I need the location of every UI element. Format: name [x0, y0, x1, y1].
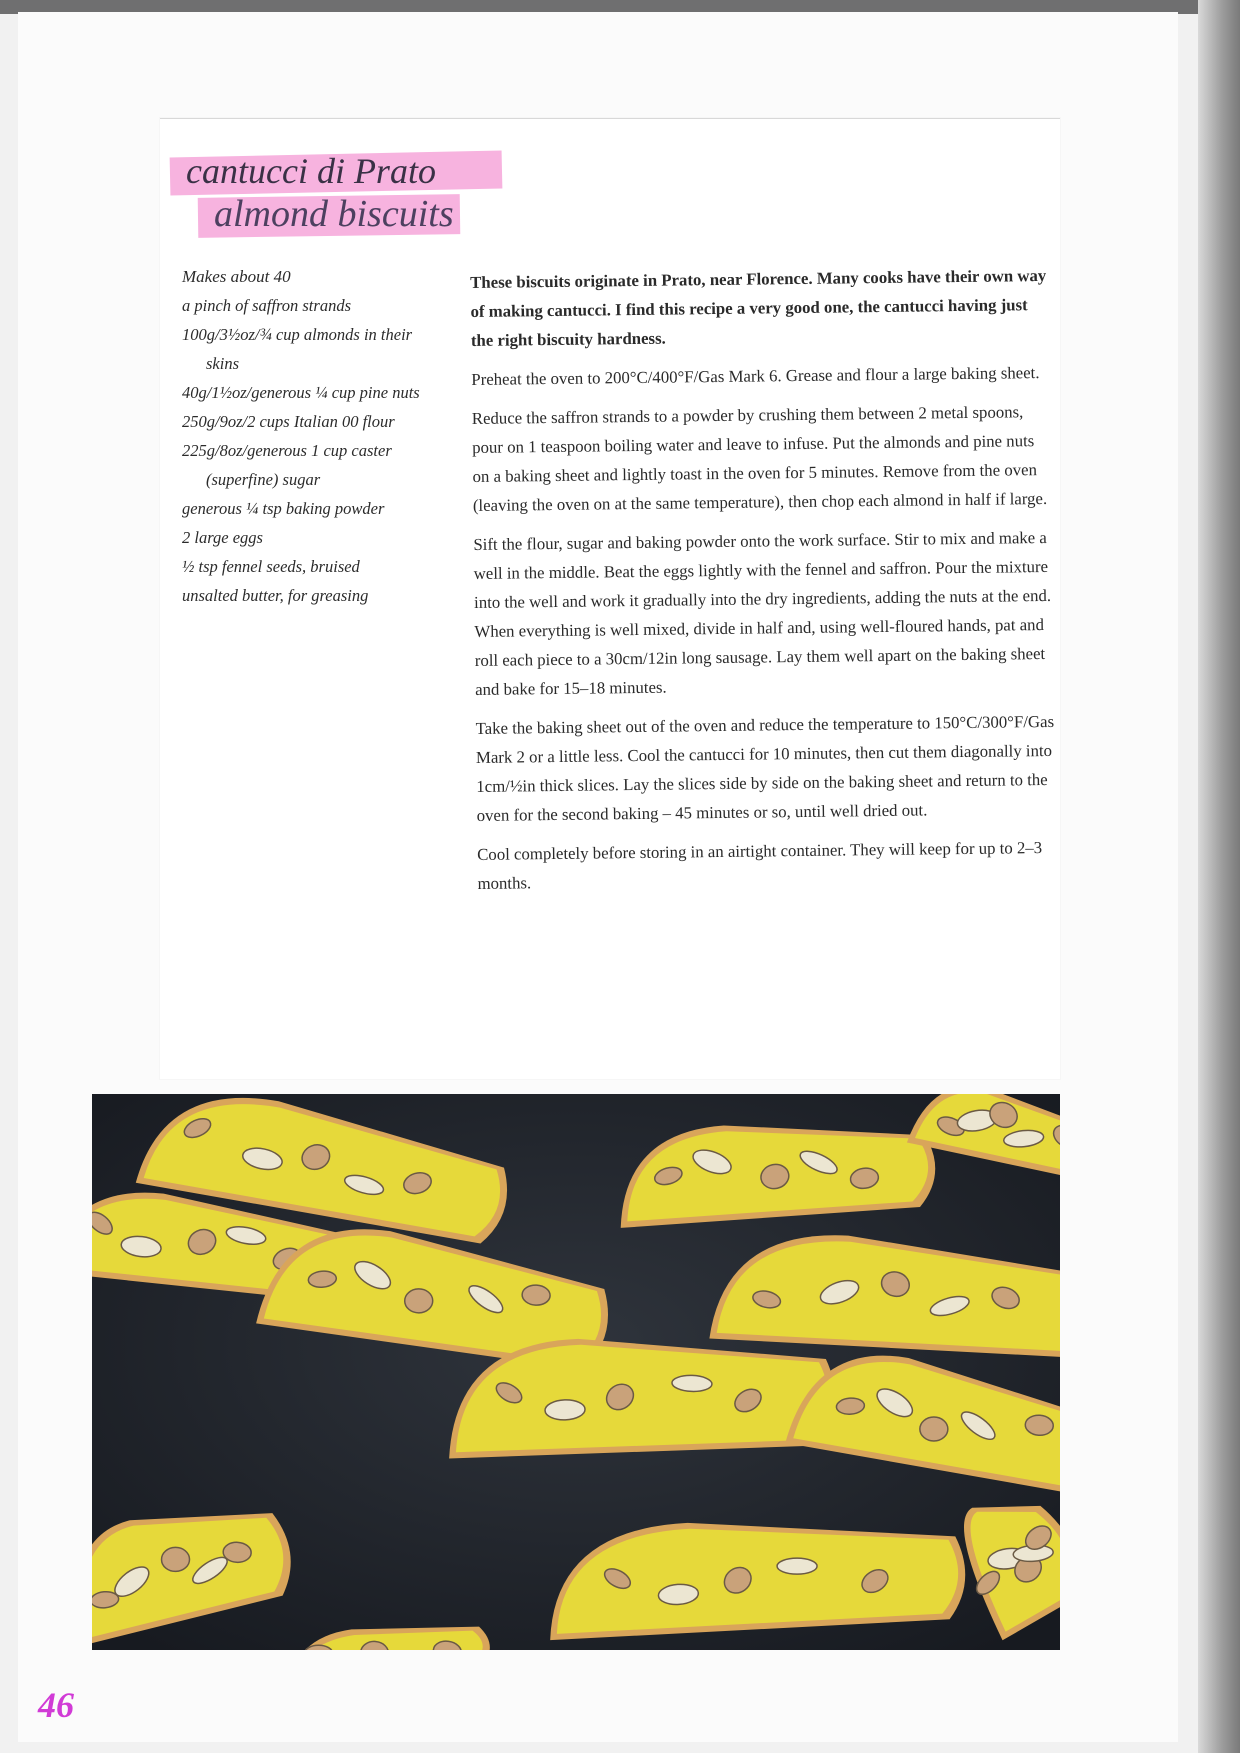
almond — [161, 1547, 189, 1571]
cantucci-photo — [92, 1094, 1060, 1650]
ingredient-line: skins — [206, 354, 239, 373]
ingredient-line: 2 large eggs — [182, 528, 263, 547]
ingredient-line: 250g/9oz/2 cups Italian 00 flour — [182, 412, 395, 431]
almond — [920, 1417, 948, 1441]
ingredient-line: ½ tsp fennel seeds, bruised — [182, 557, 360, 576]
ingredient-line: a pinch of saffron strands — [182, 296, 351, 315]
method-step: Reduce the saffron strands to a powder by crushing them between 2 metal spoons, pour on 1 teaspoon boiling water and leave to infuse. Put the almonds and pine nuts on a baking sheet and lightly toast in the oven for 5 minutes. Remove from the oven (leaving the oven on at the same temperature), then chop each almond in half if large. — [471, 402, 1048, 515]
title-english: almond biscuits — [214, 193, 454, 235]
ingredient-line: 225g/8oz/generous 1 cup caster — [182, 441, 392, 460]
method-step: Cool completely before storing in an airtight container. They will keep for up to 2–3 months. — [477, 838, 1043, 893]
ingredient-line: 40g/1½oz/generous ¼ cup pine nuts — [182, 383, 420, 402]
recipe-yield: Makes about 40 — [182, 267, 291, 286]
title-italian: cantucci di Prato — [186, 151, 436, 191]
method-step: Take the baking sheet out of the oven and reduce the temperature to 150°C/300°F/Gas Mark 2 or a little less. Cool the cantucci for 10 minutes, then cut them diagonally into 1cm/½in thick slices. Lay the slices side by side on the baking sheet and return to the oven for the second baking – 45 minutes or so, until well dried out. — [475, 711, 1055, 825]
ingredient-line: 100g/3½oz/¾ cup almonds in their — [182, 325, 413, 344]
method-step: Preheat the oven to 200°C/400°F/Gas Mark 6. Grease and flour a large baking sheet. — [471, 363, 1040, 389]
intro-paragraph: These biscuits originate in Prato, near Florence. Many cooks have their own way of making cantucci. I find this recipe a very good one, the cantucci having just the right biscuity hardness. — [470, 265, 1047, 350]
method-text — [470, 261, 1060, 908]
cantucci-photo-illustration — [92, 1094, 1060, 1650]
almond — [545, 1399, 586, 1420]
almond — [223, 1542, 252, 1563]
scan-edge-right — [1198, 0, 1240, 1753]
recipe-title — [170, 150, 510, 245]
ingredients-list — [182, 262, 472, 610]
method-step: Sift the flour, sugar and baking powder onto the work surface. Stir to mix and make a well in the middle. Beat the eggs lightly with the fennel and saffron. Pour the mixture into the well and work it gradually into the dry ingredients, adding the nuts at the end. When everything is well mixed, divide in half and, using well-floured hands, pat and roll each piece to a 30cm/12in long sausage. Lay them well apart on the baking sheet and bake for 15–18 minutes. — [473, 527, 1052, 699]
ingredient-line: generous ¼ tsp baking powder — [182, 499, 385, 518]
almond — [777, 1558, 817, 1574]
ingredient-line: unsalted butter, for greasing — [182, 586, 369, 605]
ingredient-line: (superfine) sugar — [206, 470, 321, 489]
almond — [405, 1289, 433, 1313]
almond — [522, 1284, 551, 1305]
handwritten-page-number: 46 — [38, 1685, 74, 1725]
